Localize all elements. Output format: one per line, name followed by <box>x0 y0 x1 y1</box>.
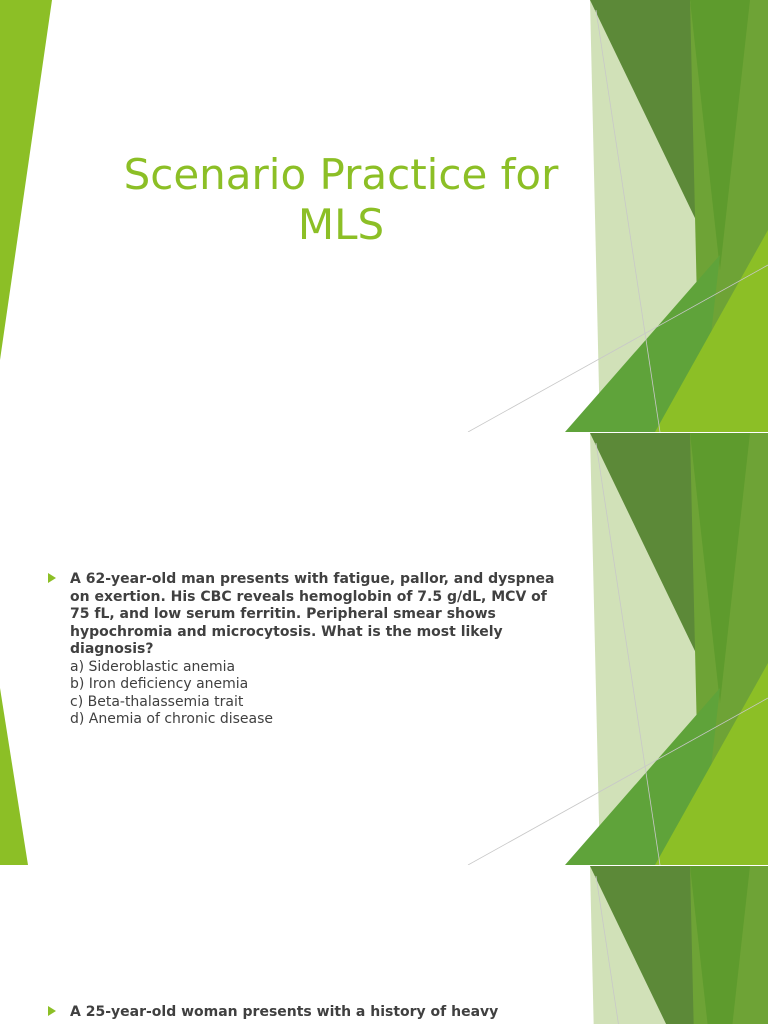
slide-decoration <box>0 866 768 1024</box>
bullet-arrow-icon <box>48 573 56 583</box>
left-accent-shape <box>0 0 52 360</box>
slide-title: Scenario Practice for MLS <box>123 150 559 249</box>
bullet-arrow-icon <box>48 1006 56 1016</box>
slide-1 <box>0 0 768 432</box>
question-text <box>70 571 568 729</box>
left-accent-shape <box>0 688 28 865</box>
slide-3 <box>0 866 768 1024</box>
slide-2 <box>0 433 768 865</box>
option-b: b) Iron deficiency anemia <box>70 676 249 692</box>
question-block <box>48 1004 568 1022</box>
question-stem: A 62-year-old man presents with fatigue, pallor, and dyspnea on exertion. His CBC reveals hemoglobin of 7.5 g/dL, MCV of 75 fL, and low serum ferritin. Peripheral smear shows hypochromia and microcytosis. What is the most likely diagnosis? <box>70 571 555 657</box>
option-a: a) Sideroblastic anemia <box>70 658 236 675</box>
question-stem: A 25-year-old woman presents with a history of heavy <box>70 1004 499 1020</box>
question-text <box>70 1004 568 1022</box>
option-c: c) Beta-thalassemia trait <box>70 693 244 710</box>
option-d: d) Anemia of chronic disease <box>70 711 274 727</box>
question-block <box>48 571 568 729</box>
